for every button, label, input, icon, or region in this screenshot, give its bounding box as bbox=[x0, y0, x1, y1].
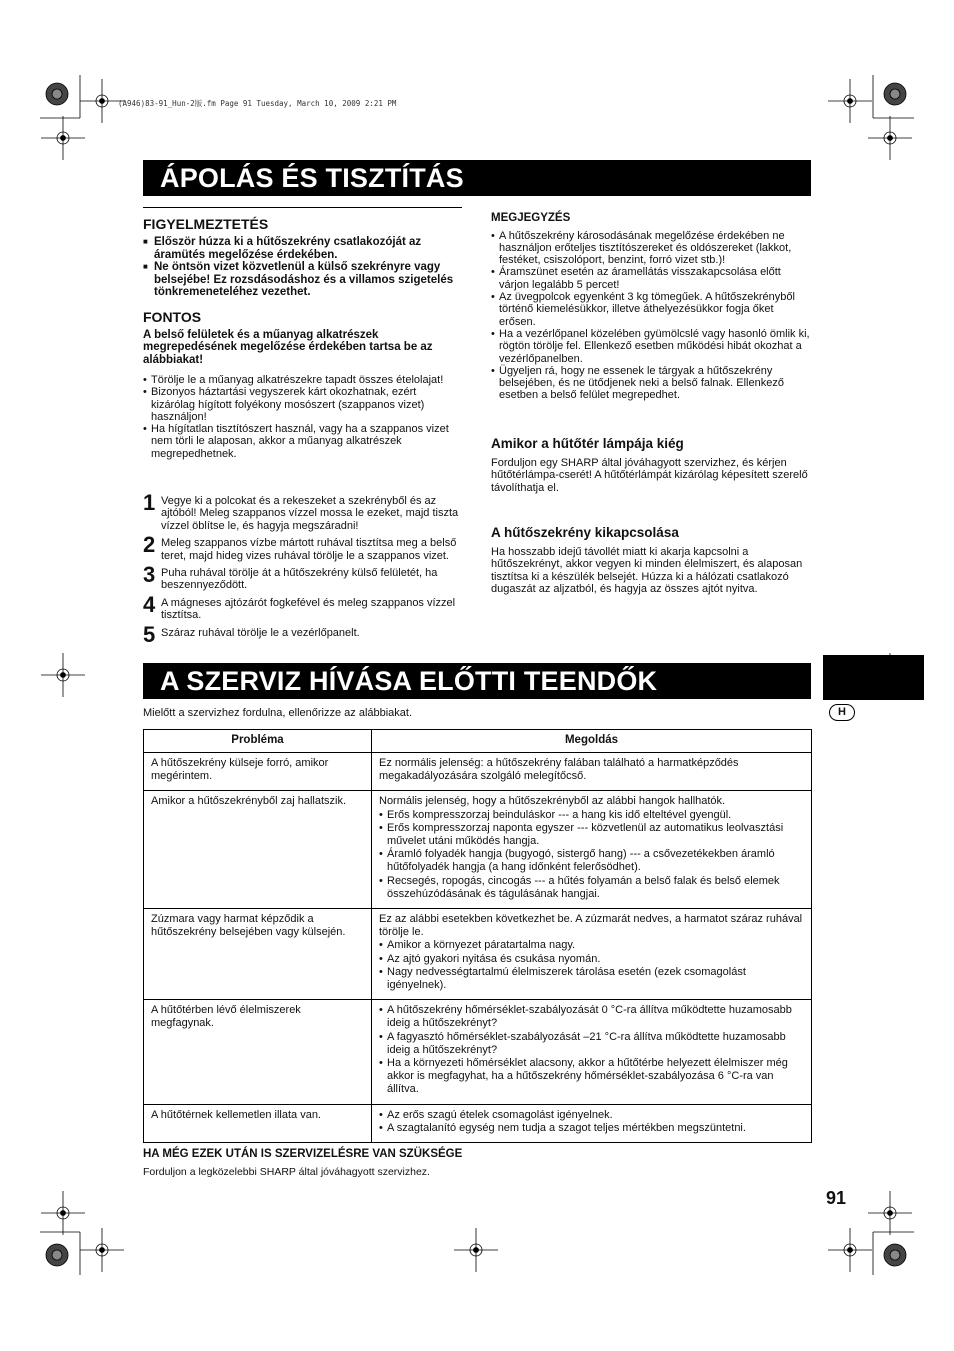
solution-item: • A szagtalanító egység nem tudja a szagot teljes mértékben megszüntetni. bbox=[379, 1121, 746, 1134]
problem-cell: Zúzmara vagy harmat képződik a hűtőszekrény belsejében vagy külsején. bbox=[144, 909, 372, 1000]
lamp-text: Forduljon egy SHARP által jóváhagyott szervizhez, és kérjen hűtőtérlámpa-cserét! A hűtőtérlámpát kizárólag képesített szerelő távolíthatja el. bbox=[491, 456, 808, 494]
after-title: HA MÉG EZEK UTÁN IS SZERVIZELÉSRE VAN SZÜKSÉGE bbox=[143, 1148, 463, 1160]
solution-text: Normális jelenség, hogy a hűtőszekrényből az alábbi hangok hallhatók. bbox=[379, 795, 726, 808]
solution-item: • Erős kompresszorzaj beinduláskor --- a hang kis idő elteltével gyengül. bbox=[379, 808, 732, 821]
troubleshooting-table bbox=[143, 729, 812, 1143]
solution-item: • Az ajtó gyakori nyitása és csukása nyomán. bbox=[379, 952, 601, 965]
crosshair-mark-icon bbox=[41, 653, 85, 697]
solution-item: • Ha a környezeti hőmérséklet alacsony, akkor a hűtőtérbe helyezett élelmiszer még akkor is megfagyhat, ha a hűtőszekrény hőmérséklet-szabályozása 6 °C-ra van állítva. bbox=[379, 1057, 788, 1096]
step-1: 1 Vegye ki a polcokat és a rekeszeket a szekrényből és az ajtóból! Meleg szappanos vízzel mossa le ezeket, majd tiszta vízzel öblítse le, és hagyja megszáradni! bbox=[143, 490, 459, 532]
switchoff-heading: A hűtőszekrény kikapcsolása bbox=[491, 524, 679, 540]
crosshair-mark-icon bbox=[828, 1228, 872, 1272]
col-header-problem: Probléma bbox=[144, 730, 372, 753]
table-row bbox=[144, 753, 812, 791]
solution-item: • Amikor a környezet páratartalma nagy. bbox=[379, 939, 576, 952]
notes-heading: MEGJEGYZÉS bbox=[491, 212, 571, 224]
solution-item: • Áramló folyadék hangja (bugyogó, sistergő hang) --- a csővezetékekben áramló hűtőfolyadék hangja (a hang időnként felerősödhet). bbox=[379, 848, 775, 874]
solution-text: Ez normális jelenség: a hűtőszekrény falában található a harmatképződés megakadályozására szolgáló melegítőcső. bbox=[379, 757, 739, 783]
table-row bbox=[144, 909, 812, 1000]
table-row bbox=[144, 1104, 812, 1142]
note-item: • Az üvegpolcok egyenként 3 kg tömegűek. A hűtőszekrényből történő kiemelésükkor, illetve áthelyezésükkor fogja őket erősen. bbox=[491, 291, 795, 328]
table-header-row bbox=[144, 730, 812, 753]
problem-cell: Amikor a hűtőszekrényből zaj hallatszik. bbox=[144, 791, 372, 909]
crosshair-mark-icon bbox=[454, 1228, 498, 1272]
note-item: • A hűtőszekrény károsodásának megelőzése érdekében ne használjon erőteljes tisztítószereket és oldószereket (lakkot, festéket, csiszolóport, benzint, forró vizet stb.)! bbox=[491, 229, 792, 267]
solution-item: • Nagy nedvességtartalmú élelmiszerek tárolása esetén (ezek csomagolást igényelnek). bbox=[379, 965, 746, 992]
solution-cell bbox=[372, 1000, 812, 1104]
note-item: • Áramszünet esetén az áramellátás visszakapcsolása előtt várjon legalább 5 percet! bbox=[491, 266, 781, 291]
page-number: 91 bbox=[826, 1188, 847, 1208]
language-badge: H bbox=[829, 704, 855, 721]
crosshair-mark-icon bbox=[41, 1191, 85, 1235]
important-item: • Bizonyos háztartási vegyszerek kárt okozhatnak, ezért kizárólag hígított folyékony mosószert (szappanos vizet) használjon! bbox=[143, 386, 425, 423]
important-heading: FONTOS bbox=[143, 308, 202, 325]
switchoff-text: Ha hosszabb idejű távollét miatt ki akarja kapcsolni a hűtőszekrényt, akkor vegyen ki minden élelmiszert, és alaposan tisztítsa ki a készülék belsejét. Húzza ki a hálózati csatlakozó dugaszát az aljzatból, és hagyja az összes ajtót nyitva. bbox=[491, 545, 803, 596]
print-header-strip: (A946)83-91_Hun-2版.fm Page 91 Tuesday, March 10, 2009 2:21 PM bbox=[118, 99, 397, 108]
solution-cell bbox=[372, 1104, 812, 1142]
step-2: 2 Meleg szappanos vízbe mártott ruhával tisztítsa meg a belső teret, majd hideg vizes ruhával törölje le a szappanos vizet. bbox=[143, 532, 457, 562]
registration-disc-icon bbox=[46, 1244, 68, 1266]
solution-item: • A hűtőszekrény hőmérséklet-szabályozását 0 °C-ra állítva működtette huzamosabb ideig a hűtőszekrényt? bbox=[379, 1004, 792, 1030]
table-row bbox=[144, 791, 812, 909]
problem-cell: A hűtőtérnek kellemetlen illata van. bbox=[144, 1104, 372, 1142]
solution-item: • Az erős szagú ételek csomagolást igényelnek. bbox=[379, 1108, 613, 1121]
registration-disc-icon bbox=[884, 83, 906, 105]
section-title-care-cleaning: ÁPOLÁS ÉS TISZTÍTÁS bbox=[143, 160, 811, 196]
lamp-heading: Amikor a hűtőtér lámpája kiég bbox=[491, 435, 684, 451]
important-item: • Törölje le a műanyag alkatrészekre tapadt összes ételolajat! bbox=[143, 374, 444, 386]
section-title-before-service: A SZERVIZ HÍVÁSA ELŐTTI TEENDŐK bbox=[143, 663, 811, 699]
solution-item: • Recsegés, ropogás, cincogás --- a hűtés folyamán a belső falak és belső elemek összehúzódásának és tágulásának hangjai. bbox=[379, 874, 780, 900]
col-header-solution: Megoldás bbox=[372, 730, 812, 753]
registration-disc-icon bbox=[46, 83, 68, 105]
note-item: • Ha a vezérlőpanel közelében gyümölcslé vagy hasonló ömlik ki, rögtön törölje fel. Ellenkező esetben működési hibát okozhat a vezérlőpanelben. bbox=[491, 327, 810, 365]
solution-item: • Erős kompresszorzaj naponta egyszer --- közvetlenül az automatikus leolvasztási művelet utáni működés hangja. bbox=[379, 821, 784, 848]
problem-cell: A hűtőtérben lévő élelmiszerek megfagynak. bbox=[144, 1000, 372, 1104]
step-3: 3 Puha ruhával törölje át a hűtőszekrény külső felületét, ha beszennyeződött. bbox=[143, 562, 438, 592]
crosshair-mark-icon bbox=[41, 116, 85, 160]
square-bullet-icon: ■ bbox=[143, 262, 148, 271]
solution-cell bbox=[372, 909, 812, 1000]
crosshair-mark-icon bbox=[80, 1228, 124, 1272]
important-intro: A belső felületek és a műanyag alkatrészek megrepedésének megelőzése érdekében tartsa be az alábbiakat! bbox=[143, 328, 433, 366]
note-item: • Ügyeljen rá, hogy ne essenek le tárgyak a hűtőszekrény belsejében, és ne ütődjenek neki a belső falnak. Ellenkező esetben a belső felület megrepedhet. bbox=[491, 364, 784, 402]
after-text: Forduljon a legközelebbi SHARP által jóváhagyott szervizhez. bbox=[143, 1166, 430, 1178]
warning-item: ■ Először húzza ki a hűtőszekrény csatlakozóját az áramütés megelőzése érdekében. bbox=[143, 236, 422, 261]
solution-cell bbox=[372, 753, 812, 791]
left-column bbox=[143, 216, 463, 460]
solution-cell bbox=[372, 791, 812, 909]
cleaning-steps bbox=[143, 490, 463, 648]
language-tab bbox=[823, 655, 924, 700]
section2-intro: Mielőtt a szervizhez fordulna, ellenőrizze az alábbiakat. bbox=[143, 707, 413, 719]
crosshair-mark-icon bbox=[828, 79, 872, 123]
problem-cell: A hűtőszekrény külseje forró, amikor megérintem. bbox=[144, 753, 372, 791]
warning-heading: FIGYELMEZTETÉS bbox=[143, 216, 269, 232]
step-4: 4 A mágneses ajtózárót fogkefével és meleg szappanos vízzel tisztítsa. bbox=[143, 591, 456, 622]
solution-item: • A fagyasztó hőmérséklet-szabályozását –21 °C-ra állítva működtette huzamosabb ideig a hűtőszekrényt? bbox=[379, 1030, 786, 1056]
square-bullet-icon: ■ bbox=[143, 237, 148, 246]
solution-text: Ez az alábbi esetekben következhet be. A zúzmarát nedves, a harmatot száraz ruhával törölje le. bbox=[379, 913, 803, 939]
right-column bbox=[491, 212, 811, 596]
step-5: 5 Száraz ruhával törölje le a vezérlőpanelt. bbox=[143, 621, 360, 647]
table-row bbox=[144, 1000, 812, 1104]
warning-item: ■ Ne öntsön vizet közvetlenül a külső szekrényre vagy belsejébe! Ez rozsdásodáshoz és a villamos szigetelés tönkremeneteléhez vezethet. bbox=[143, 261, 454, 298]
divider bbox=[143, 207, 462, 208]
crosshair-mark-icon bbox=[868, 116, 912, 160]
important-item: • Ha hígítatlan tisztítószert használ, vagy ha a szappanos vizet nem törli le alaposan, akkor a műanyag alkatrészek megrepedhetnek. bbox=[143, 423, 449, 460]
registration-disc-icon bbox=[884, 1244, 906, 1266]
crosshair-mark-icon bbox=[868, 1191, 912, 1235]
